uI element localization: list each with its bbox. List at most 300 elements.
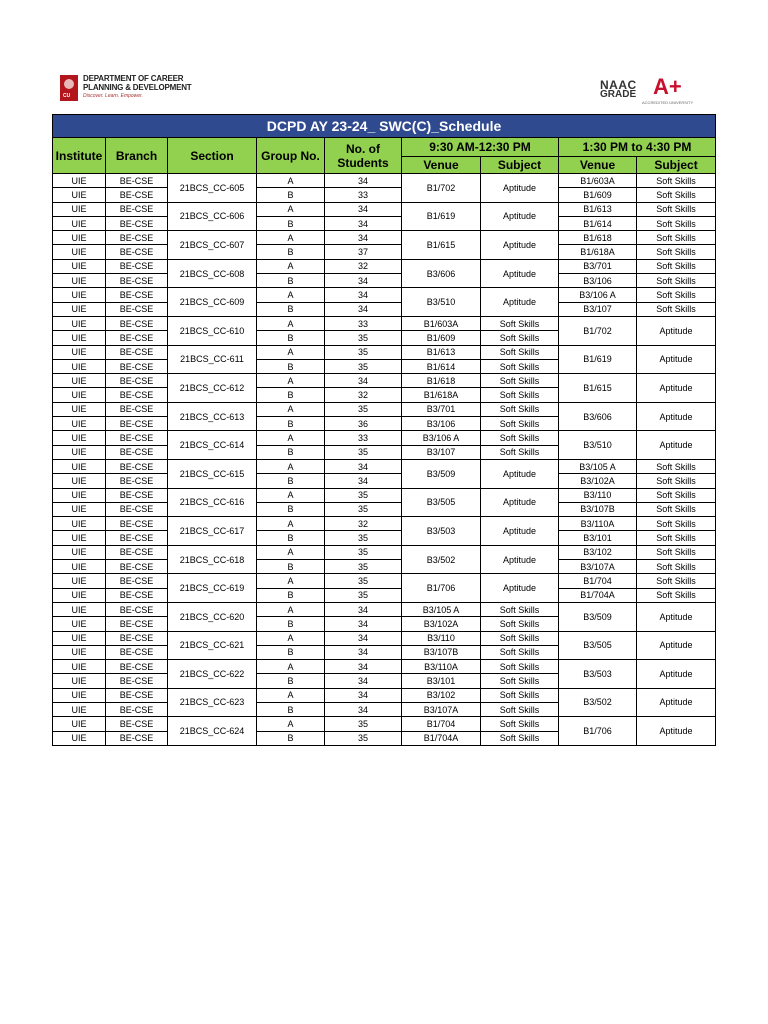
institute-cell: UIE: [53, 216, 106, 230]
venue-cell: B3/106: [402, 417, 481, 431]
branch-cell: BE-CSE: [106, 445, 168, 459]
naac-word: NAAC: [600, 78, 637, 92]
group-cell: A: [257, 688, 325, 702]
subject-cell: Soft Skills: [481, 331, 559, 345]
students-cell: 34: [325, 474, 402, 488]
subject-cell: Soft Skills: [637, 459, 716, 473]
group-cell: B: [257, 674, 325, 688]
group-cell: A: [257, 488, 325, 502]
institute-cell: UIE: [53, 459, 106, 473]
students-cell: 34: [325, 660, 402, 674]
branch-cell: BE-CSE: [106, 502, 168, 516]
table-row: [53, 374, 716, 388]
branch-cell: BE-CSE: [106, 188, 168, 202]
subject-cell: Soft Skills: [637, 488, 716, 502]
section-cell: 21BCS_CC-614: [168, 431, 257, 460]
students-cell: 34: [325, 216, 402, 230]
branch-cell: BE-CSE: [106, 316, 168, 330]
students-cell: 35: [325, 731, 402, 745]
institute-cell: UIE: [53, 602, 106, 616]
institute-cell: UIE: [53, 402, 106, 416]
table-row: [53, 502, 716, 516]
institute-cell: UIE: [53, 359, 106, 373]
students-cell: 34: [325, 202, 402, 216]
header-slot1-subject: Subject: [481, 157, 559, 174]
students-cell: 35: [325, 531, 402, 545]
institute-cell: UIE: [53, 531, 106, 545]
section-cell: 21BCS_CC-608: [168, 259, 257, 288]
branch-cell: BE-CSE: [106, 345, 168, 359]
students-cell: 37: [325, 245, 402, 259]
branch-cell: BE-CSE: [106, 717, 168, 731]
branch-cell: BE-CSE: [106, 688, 168, 702]
branch-cell: BE-CSE: [106, 288, 168, 302]
subject-cell: Soft Skills: [637, 288, 716, 302]
subject-cell: Aptitude: [481, 517, 559, 546]
branch-cell: BE-CSE: [106, 517, 168, 531]
institute-cell: UIE: [53, 702, 106, 716]
institute-cell: UIE: [53, 502, 106, 516]
group-cell: B: [257, 474, 325, 488]
table-row: [53, 402, 716, 416]
students-cell: 34: [325, 617, 402, 631]
section-cell: 21BCS_CC-623: [168, 688, 257, 717]
students-cell: 35: [325, 359, 402, 373]
group-cell: A: [257, 717, 325, 731]
institute-cell: UIE: [53, 417, 106, 431]
institute-cell: UIE: [53, 331, 106, 345]
venue-cell: B3/105 A: [402, 602, 481, 616]
group-cell: A: [257, 345, 325, 359]
students-cell: 32: [325, 259, 402, 273]
subject-cell: Soft Skills: [481, 417, 559, 431]
subject-cell: Soft Skills: [481, 688, 559, 702]
subject-cell: Soft Skills: [637, 560, 716, 574]
venue-cell: B3/107A: [402, 702, 481, 716]
venue-cell: B3/110: [559, 488, 637, 502]
branch-cell: BE-CSE: [106, 259, 168, 273]
venue-cell: B1/613: [402, 345, 481, 359]
subject-cell: Soft Skills: [481, 602, 559, 616]
venue-cell: B1/704A: [559, 588, 637, 602]
institute-cell: UIE: [53, 474, 106, 488]
group-cell: B: [257, 731, 325, 745]
table-title-row: [53, 115, 716, 138]
venue-cell: B3/503: [559, 660, 637, 689]
students-cell: 35: [325, 331, 402, 345]
institute-cell: UIE: [53, 345, 106, 359]
branch-cell: BE-CSE: [106, 674, 168, 688]
group-cell: B: [257, 560, 325, 574]
subject-cell: Soft Skills: [481, 617, 559, 631]
subject-cell: Soft Skills: [481, 702, 559, 716]
students-cell: 33: [325, 316, 402, 330]
students-cell: 34: [325, 274, 402, 288]
subject-cell: Soft Skills: [637, 231, 716, 245]
venue-cell: B1/702: [559, 316, 637, 345]
venue-cell: B3/105 A: [559, 459, 637, 473]
group-cell: B: [257, 274, 325, 288]
naac-subtitle: ACCREDITED UNIVERSITY: [642, 100, 694, 105]
venue-cell: B3/101: [402, 674, 481, 688]
institute-cell: UIE: [53, 245, 106, 259]
subject-cell: Soft Skills: [481, 674, 559, 688]
venue-cell: B3/701: [402, 402, 481, 416]
subject-cell: Aptitude: [481, 231, 559, 260]
group-cell: B: [257, 216, 325, 230]
subject-cell: Soft Skills: [637, 517, 716, 531]
subject-cell: Soft Skills: [637, 188, 716, 202]
branch-cell: BE-CSE: [106, 631, 168, 645]
section-cell: 21BCS_CC-612: [168, 374, 257, 403]
section-cell: 21BCS_CC-610: [168, 316, 257, 345]
venue-cell: B3/510: [402, 288, 481, 317]
subject-cell: Soft Skills: [637, 174, 716, 188]
group-cell: B: [257, 617, 325, 631]
section-cell: 21BCS_CC-615: [168, 459, 257, 488]
venue-cell: B1/609: [402, 331, 481, 345]
table-row: [53, 545, 716, 559]
venue-cell: B1/609: [559, 188, 637, 202]
venue-cell: B3/107A: [559, 560, 637, 574]
branch-cell: BE-CSE: [106, 731, 168, 745]
branch-cell: BE-CSE: [106, 617, 168, 631]
students-cell: 35: [325, 445, 402, 459]
subject-cell: Soft Skills: [637, 216, 716, 230]
branch-cell: BE-CSE: [106, 274, 168, 288]
subject-cell: Aptitude: [481, 288, 559, 317]
students-cell: 36: [325, 417, 402, 431]
subject-cell: Aptitude: [481, 259, 559, 288]
group-cell: A: [257, 660, 325, 674]
subject-cell: Soft Skills: [637, 274, 716, 288]
header-branch: Branch: [106, 138, 168, 174]
page-header: [60, 74, 710, 104]
group-cell: A: [257, 174, 325, 188]
institute-cell: UIE: [53, 617, 106, 631]
subject-cell: Aptitude: [481, 174, 559, 203]
table-row: [53, 216, 716, 230]
students-cell: 35: [325, 502, 402, 516]
students-cell: 34: [325, 674, 402, 688]
group-cell: B: [257, 245, 325, 259]
institute-cell: UIE: [53, 445, 106, 459]
venue-cell: B1/615: [559, 374, 637, 403]
institute-cell: UIE: [53, 431, 106, 445]
subject-cell: Soft Skills: [481, 316, 559, 330]
institute-cell: UIE: [53, 259, 106, 273]
students-cell: 33: [325, 431, 402, 445]
group-cell: A: [257, 602, 325, 616]
students-cell: 34: [325, 702, 402, 716]
subject-cell: Soft Skills: [481, 445, 559, 459]
header-students: No. of Students: [325, 138, 402, 174]
subject-cell: Aptitude: [481, 545, 559, 574]
students-cell: 35: [325, 560, 402, 574]
section-cell: 21BCS_CC-620: [168, 602, 257, 631]
group-cell: B: [257, 388, 325, 402]
group-cell: B: [257, 645, 325, 659]
venue-cell: B1/706: [559, 717, 637, 746]
department-name-line2: PLANNING & DEVELOPMENT: [83, 83, 192, 92]
table-row: [53, 588, 716, 602]
group-cell: A: [257, 459, 325, 473]
grade-value: A+: [653, 74, 682, 99]
table-row: [53, 316, 716, 330]
venue-cell: B3/503: [402, 517, 481, 546]
subject-cell: Soft Skills: [637, 502, 716, 516]
section-cell: 21BCS_CC-605: [168, 174, 257, 203]
institute-cell: UIE: [53, 588, 106, 602]
venue-cell: B1/613: [559, 202, 637, 216]
students-cell: 33: [325, 188, 402, 202]
group-cell: B: [257, 359, 325, 373]
group-cell: B: [257, 188, 325, 202]
subject-cell: Soft Skills: [637, 302, 716, 316]
institute-cell: UIE: [53, 288, 106, 302]
branch-cell: BE-CSE: [106, 431, 168, 445]
header-slot2-subject: Subject: [637, 157, 716, 174]
venue-cell: B3/107: [402, 445, 481, 459]
students-cell: 35: [325, 402, 402, 416]
branch-cell: BE-CSE: [106, 602, 168, 616]
subject-cell: Soft Skills: [637, 588, 716, 602]
branch-cell: BE-CSE: [106, 660, 168, 674]
department-tagline: Discover. Learn. Empower.: [83, 93, 143, 99]
table-row: [53, 274, 716, 288]
venue-cell: B3/110: [402, 631, 481, 645]
institute-cell: UIE: [53, 188, 106, 202]
students-cell: 35: [325, 488, 402, 502]
table-row: [53, 574, 716, 588]
students-cell: 34: [325, 602, 402, 616]
venue-cell: B1/704: [402, 717, 481, 731]
branch-cell: BE-CSE: [106, 545, 168, 559]
branch-cell: BE-CSE: [106, 488, 168, 502]
section-cell: 21BCS_CC-622: [168, 660, 257, 689]
grade-word: GRADE: [600, 89, 637, 100]
institute-cell: UIE: [53, 488, 106, 502]
section-cell: 21BCS_CC-619: [168, 574, 257, 603]
institute-cell: UIE: [53, 631, 106, 645]
group-cell: A: [257, 431, 325, 445]
subject-cell: Aptitude: [637, 688, 716, 717]
group-cell: A: [257, 202, 325, 216]
institute-cell: UIE: [53, 517, 106, 531]
subject-cell: Soft Skills: [637, 474, 716, 488]
students-cell: 34: [325, 302, 402, 316]
schedule-table: [52, 114, 716, 746]
header-slot1-venue: Venue: [402, 157, 481, 174]
institute-cell: UIE: [53, 374, 106, 388]
venue-cell: B1/618: [402, 374, 481, 388]
institute-cell: UIE: [53, 674, 106, 688]
branch-cell: BE-CSE: [106, 302, 168, 316]
header-slot2-venue: Venue: [559, 157, 637, 174]
group-cell: B: [257, 588, 325, 602]
branch-cell: BE-CSE: [106, 202, 168, 216]
table-row: [53, 259, 716, 273]
schedule-body: [53, 174, 716, 746]
venue-cell: B3/502: [402, 545, 481, 574]
venue-cell: B3/107B: [559, 502, 637, 516]
subject-cell: Aptitude: [637, 631, 716, 660]
group-cell: B: [257, 445, 325, 459]
group-cell: B: [257, 502, 325, 516]
subject-cell: Soft Skills: [481, 717, 559, 731]
section-cell: 21BCS_CC-616: [168, 488, 257, 517]
table-row: [53, 688, 716, 702]
institute-cell: UIE: [53, 231, 106, 245]
group-cell: B: [257, 331, 325, 345]
venue-cell: B3/110A: [559, 517, 637, 531]
venue-cell: B3/107: [559, 302, 637, 316]
institute-cell: UIE: [53, 302, 106, 316]
section-cell: 21BCS_CC-613: [168, 402, 257, 431]
subject-cell: Soft Skills: [481, 645, 559, 659]
branch-cell: BE-CSE: [106, 574, 168, 588]
institute-cell: UIE: [53, 645, 106, 659]
venue-cell: B3/102A: [402, 617, 481, 631]
subject-cell: Aptitude: [637, 602, 716, 631]
venue-cell: B1/619: [402, 202, 481, 231]
venue-cell: B1/704A: [402, 731, 481, 745]
venue-cell: B1/614: [559, 216, 637, 230]
table-row: [53, 202, 716, 216]
branch-cell: BE-CSE: [106, 374, 168, 388]
subject-cell: Aptitude: [637, 345, 716, 374]
students-cell: 34: [325, 374, 402, 388]
group-cell: A: [257, 631, 325, 645]
table-row: [53, 660, 716, 674]
table-row: [53, 302, 716, 316]
table-row: [53, 717, 716, 731]
subject-cell: Soft Skills: [637, 545, 716, 559]
venue-cell: B3/502: [559, 688, 637, 717]
subject-cell: Aptitude: [637, 717, 716, 746]
subject-cell: Soft Skills: [637, 259, 716, 273]
group-cell: A: [257, 259, 325, 273]
venue-cell: B1/618: [559, 231, 637, 245]
subject-cell: Aptitude: [637, 431, 716, 460]
branch-cell: BE-CSE: [106, 231, 168, 245]
subject-cell: Soft Skills: [637, 202, 716, 216]
table-row: [53, 488, 716, 502]
venue-cell: B1/704: [559, 574, 637, 588]
venue-cell: B1/618A: [402, 388, 481, 402]
institute-cell: UIE: [53, 688, 106, 702]
venue-cell: B1/702: [402, 174, 481, 203]
group-cell: A: [257, 374, 325, 388]
students-cell: 34: [325, 288, 402, 302]
subject-cell: Soft Skills: [481, 359, 559, 373]
subject-cell: Aptitude: [481, 202, 559, 231]
section-cell: 21BCS_CC-611: [168, 345, 257, 374]
cu-seal-icon: CU: [60, 75, 78, 101]
section-cell: 21BCS_CC-621: [168, 631, 257, 660]
institute-cell: UIE: [53, 731, 106, 745]
subject-cell: Soft Skills: [481, 631, 559, 645]
table-row: [53, 517, 716, 531]
section-cell: 21BCS_CC-617: [168, 517, 257, 546]
students-cell: 35: [325, 345, 402, 359]
branch-cell: BE-CSE: [106, 474, 168, 488]
students-cell: 34: [325, 459, 402, 473]
subject-cell: Soft Skills: [481, 345, 559, 359]
venue-cell: B3/102: [559, 545, 637, 559]
venue-cell: B1/618A: [559, 245, 637, 259]
table-row: [53, 560, 716, 574]
group-cell: A: [257, 231, 325, 245]
branch-cell: BE-CSE: [106, 459, 168, 473]
department-logo: [60, 74, 192, 101]
subject-cell: Aptitude: [637, 660, 716, 689]
table-row: [53, 431, 716, 445]
header-row-1: [53, 138, 716, 157]
institute-cell: UIE: [53, 545, 106, 559]
group-cell: A: [257, 574, 325, 588]
header-institute: Institute: [53, 138, 106, 174]
venue-cell: B3/606: [402, 259, 481, 288]
venue-cell: B3/509: [559, 602, 637, 631]
venue-cell: B3/606: [559, 402, 637, 431]
naac-grade-logo: [600, 74, 700, 105]
department-name: [83, 74, 192, 101]
venue-cell: B3/107B: [402, 645, 481, 659]
students-cell: 34: [325, 631, 402, 645]
branch-cell: BE-CSE: [106, 174, 168, 188]
department-name-line1: DEPARTMENT OF CAREER: [83, 74, 184, 83]
venue-cell: B3/102A: [559, 474, 637, 488]
subject-cell: Soft Skills: [637, 531, 716, 545]
branch-cell: BE-CSE: [106, 331, 168, 345]
table-row: [53, 602, 716, 616]
students-cell: 35: [325, 588, 402, 602]
venue-cell: B3/505: [402, 488, 481, 517]
subject-cell: Soft Skills: [637, 574, 716, 588]
section-cell: 21BCS_CC-609: [168, 288, 257, 317]
branch-cell: BE-CSE: [106, 560, 168, 574]
institute-cell: UIE: [53, 316, 106, 330]
venue-cell: B3/106: [559, 274, 637, 288]
venue-cell: B1/603A: [559, 174, 637, 188]
subject-cell: Aptitude: [637, 316, 716, 345]
students-cell: 35: [325, 717, 402, 731]
venue-cell: B1/615: [402, 231, 481, 260]
subject-cell: Soft Skills: [637, 245, 716, 259]
group-cell: A: [257, 288, 325, 302]
table-row: [53, 188, 716, 202]
table-row: [53, 345, 716, 359]
branch-cell: BE-CSE: [106, 245, 168, 259]
subject-cell: Soft Skills: [481, 374, 559, 388]
venue-cell: B1/706: [402, 574, 481, 603]
venue-cell: B3/110A: [402, 660, 481, 674]
institute-cell: UIE: [53, 202, 106, 216]
section-cell: 21BCS_CC-624: [168, 717, 257, 746]
branch-cell: BE-CSE: [106, 388, 168, 402]
group-cell: A: [257, 517, 325, 531]
table-row: [53, 459, 716, 473]
students-cell: 34: [325, 645, 402, 659]
venue-cell: B3/701: [559, 259, 637, 273]
table-row: [53, 288, 716, 302]
venue-cell: B3/106 A: [559, 288, 637, 302]
students-cell: 34: [325, 174, 402, 188]
venue-cell: B3/101: [559, 531, 637, 545]
group-cell: A: [257, 402, 325, 416]
table-row: [53, 245, 716, 259]
